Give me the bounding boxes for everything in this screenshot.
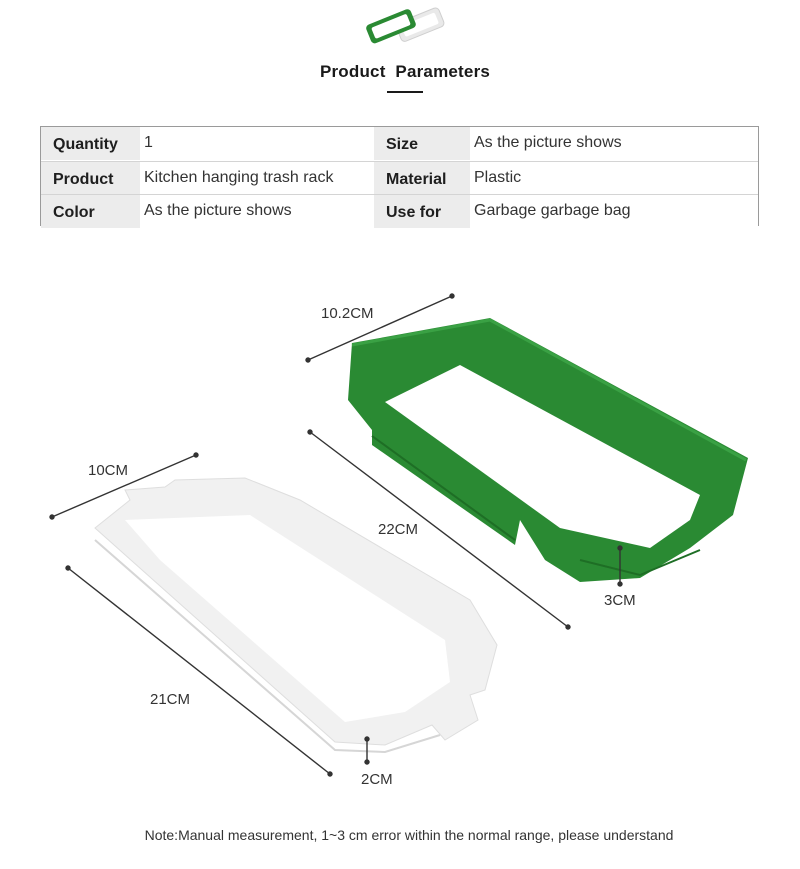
table-row <box>41 161 758 195</box>
param-label: Size <box>374 127 470 160</box>
rack-logo-icon <box>362 6 452 58</box>
table-row <box>41 127 758 160</box>
parameters-table <box>40 126 759 226</box>
white-width-label: 10CM <box>88 462 129 479</box>
title-underline <box>387 91 423 93</box>
white-trash-rack <box>95 478 497 752</box>
param-label: Material <box>374 162 470 195</box>
white-depth-label: 2CM <box>361 771 393 788</box>
param-value: As the picture shows <box>470 127 758 160</box>
param-value: As the picture shows <box>140 195 374 228</box>
param-label: Use for <box>374 195 470 228</box>
param-value: Kitchen hanging trash rack <box>140 162 374 195</box>
green-trash-rack <box>348 318 748 582</box>
green-width-label: 10.2CM <box>321 305 374 322</box>
param-value: Plastic <box>470 162 758 195</box>
param-label: Quantity <box>41 127 140 160</box>
param-value: 1 <box>140 127 374 160</box>
param-value: Garbage garbage bag <box>470 195 758 228</box>
page-title: Product Parameters <box>319 62 491 81</box>
param-label: Product <box>41 162 140 195</box>
product-illustration <box>0 280 800 800</box>
table-row <box>41 194 758 228</box>
white-length-label: 21CM <box>150 691 191 708</box>
param-label: Color <box>41 195 140 228</box>
green-depth-label: 3CM <box>604 592 636 609</box>
measurement-note: Note:Manual measurement, 1~3 cm error within the normal range, please understand <box>144 827 674 843</box>
green-length-label: 22CM <box>378 521 419 538</box>
